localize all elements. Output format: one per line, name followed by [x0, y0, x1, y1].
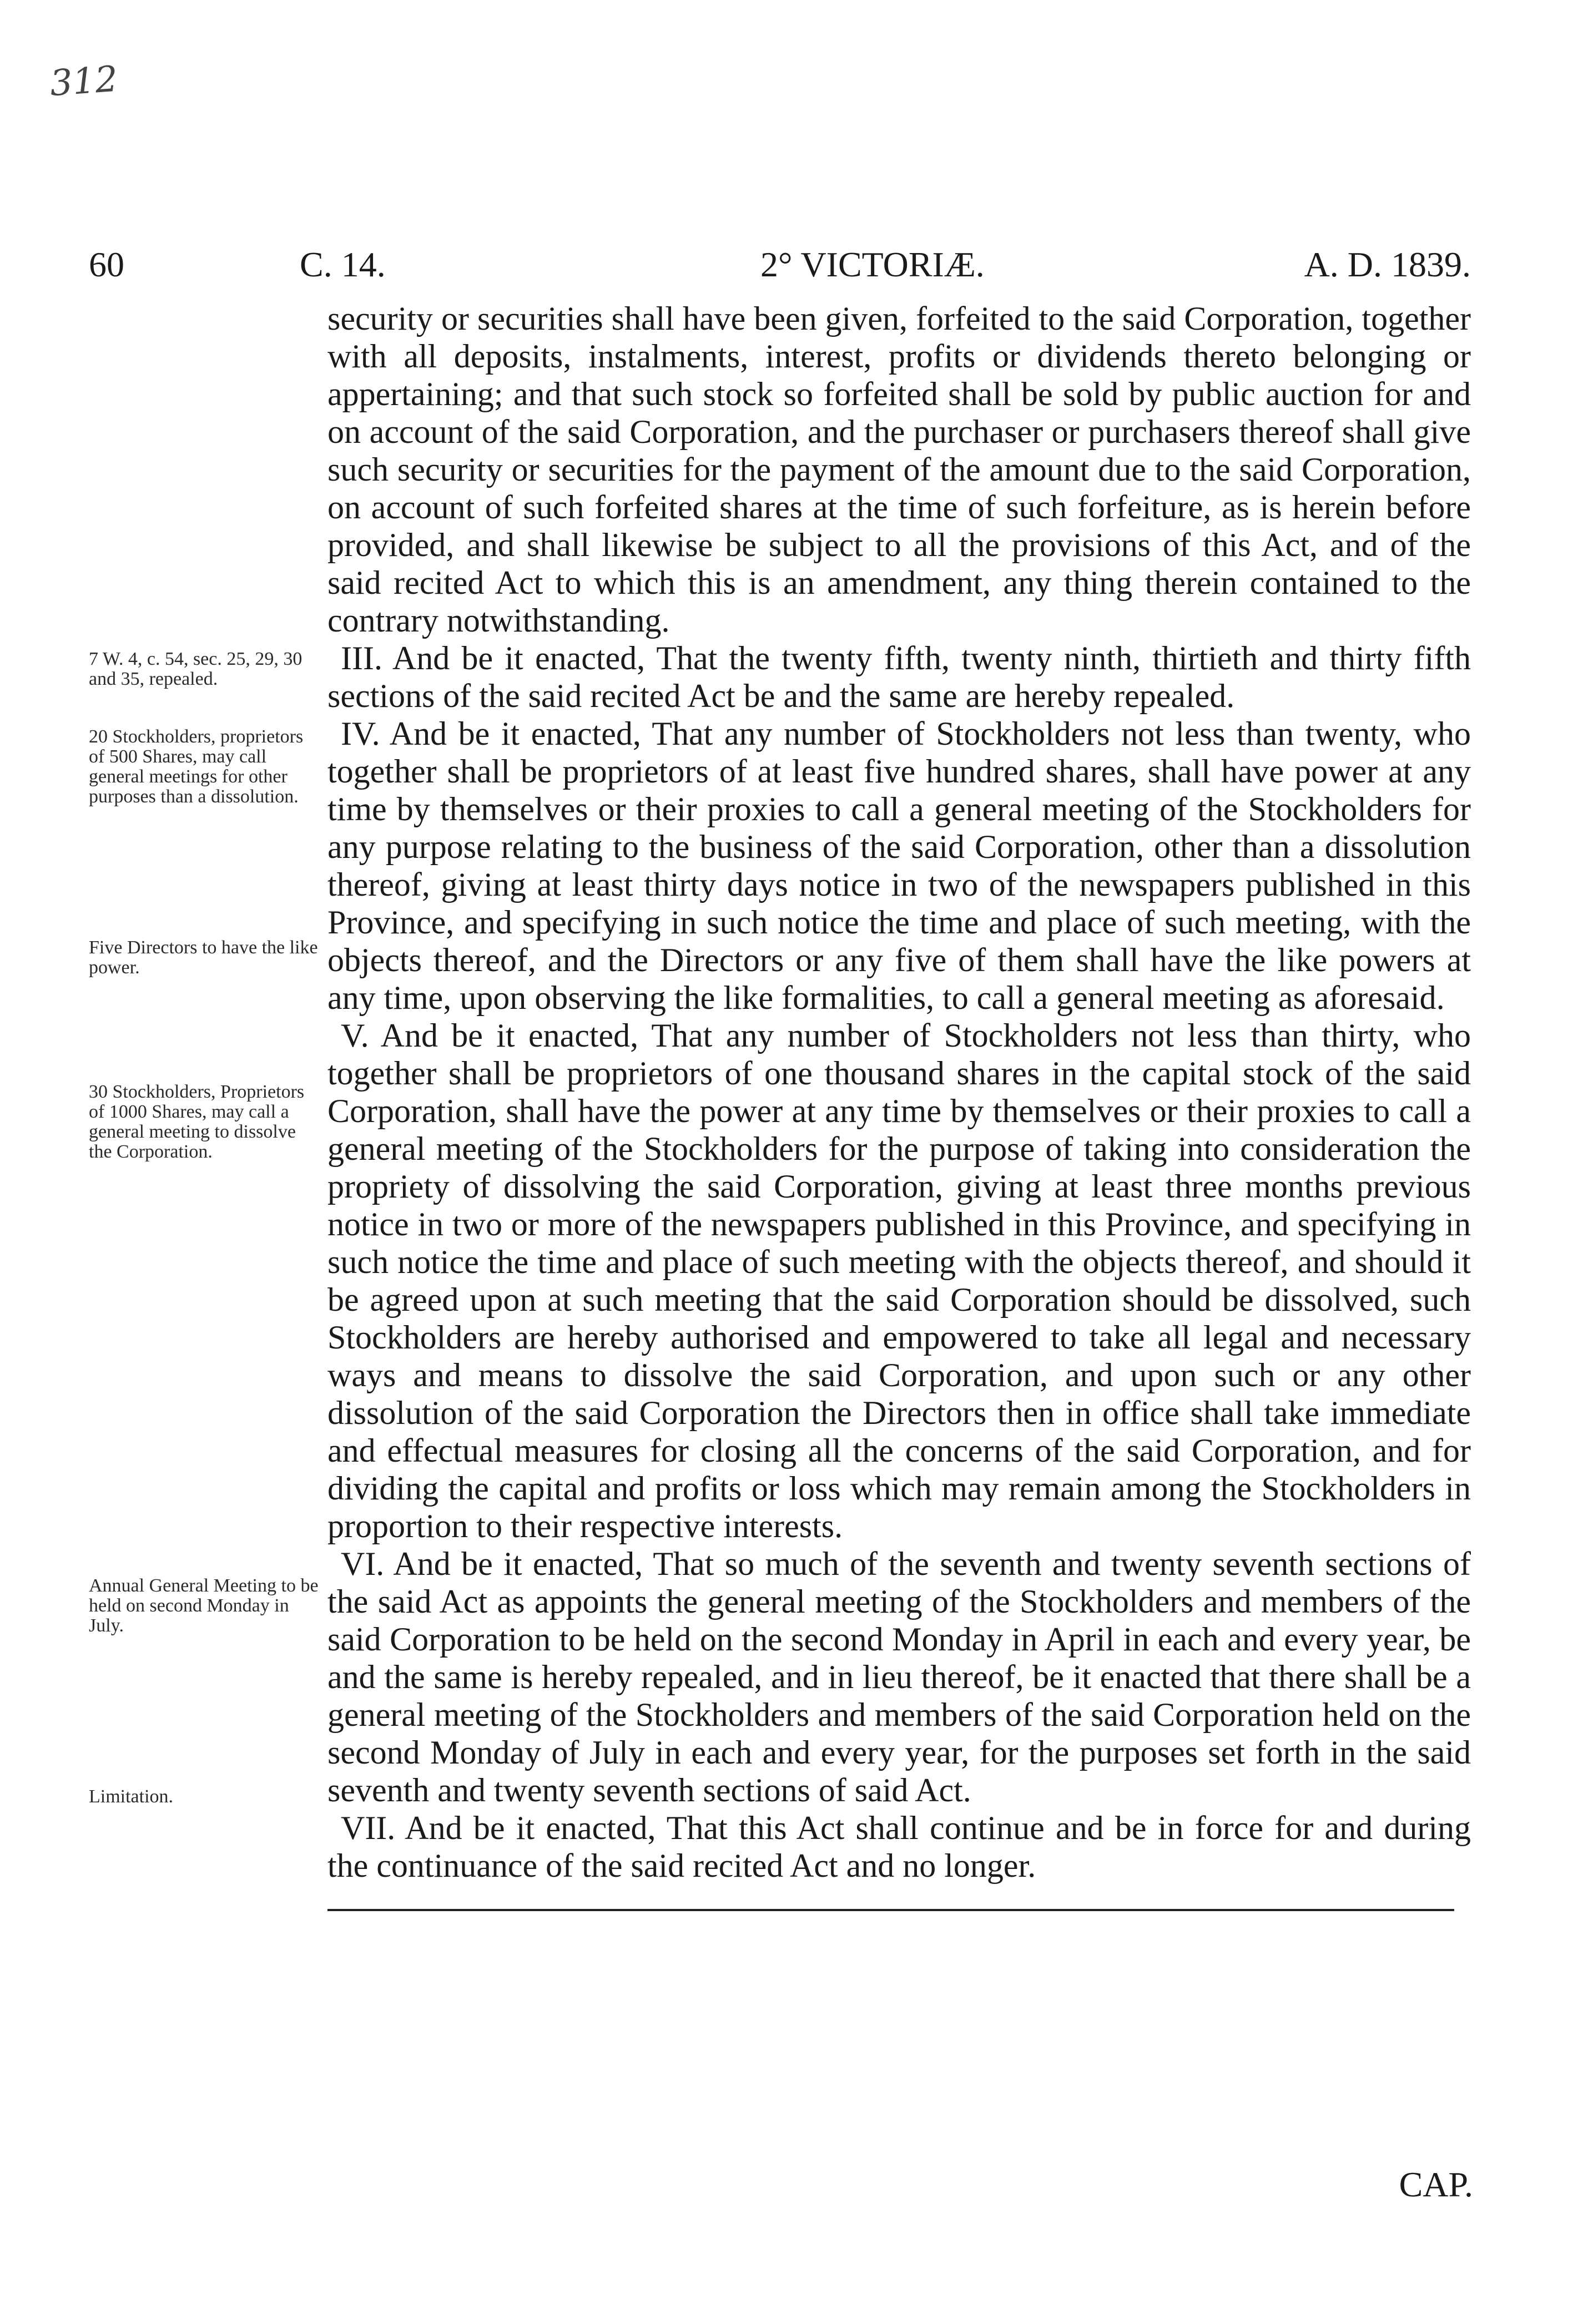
marginal-note-30-stockholders: 30 Stockholders, Proprietors of 1000 Shares, may call a general meeting to dissolve the Corporation. — [89, 1082, 305, 1162]
running-head — [89, 244, 1471, 294]
marginal-note-repeal: 7 W. 4, c. 54, sec. 25, 29, 30 and 35, repealed. — [89, 649, 302, 689]
marginal-note-20-stockholders: 20 Stockholders, proprietors of 500 Shares, may call general meetings for other purposes than a dissolution. — [89, 726, 304, 807]
calendar-year: A. D. 1839. — [1304, 245, 1471, 284]
regnal-year: 2° VICTORIÆ. — [760, 245, 985, 284]
section-VI: VI. And be it enacted, That so much of the seventh and twenty seventh sections of the said Act as appoints the general meeting of the Stockholders and members of the said Corporation to be held on the second Monday in April in each and every year, be and the same is hereby repealed, and in lieu thereof, be it enacted that there shall be a general meeting of the Stockholders and members of the said Corporation held on the second Monday of July in each and every year, for the purposes set forth in the said seventh and twenty seventh sections of said Act. — [327, 1545, 1471, 1808]
marginal-note-limitation: Limitation. — [89, 1786, 174, 1807]
marginal-note-annual-meeting: Annual General Meeting to be held on second Monday in July. — [89, 1575, 319, 1636]
section-divider-rule — [327, 1909, 1454, 1911]
section-III: III. And be it enacted, That the twenty fifth, twenty ninth, thirtieth and thirty fifth sections of the said recited Act be and the same are hereby repealed. — [327, 640, 1471, 714]
section-V: V. And be it enacted, That any number of Stockholders not less than thirty, who together shall be proprietors of one thousand shares in the capital stock of the said Corporation, shall have the power at any time by themselves or their proxies to call a general meeting of the Stockholders for the purpose of taking into consideration the propriety of dissolving the said Corporation, giving at least three months previous notice in two or more of the newspapers published in this Province, and specifying in such notice the time and place of such meeting with the objects thereof, and should it be agreed upon at such meeting that the said Corporation should be dissolved, such Stockholders are hereby authorised and empowered to take all legal and necessary ways and means to dissolve the said Corporation, and upon such or any other dissolution of the said Corporation the Directors then in office shall take immediate and effectual measures for closing all the concerns of the said Corporation, and for dividing the capital and profits or loss which may remain among the Stockholders in proportion to their respective interests. — [327, 1017, 1471, 1544]
section-VII: VII. And be it enacted, That this Act shall continue and be in force for and during the continuance of the said recited Act and no longer. — [327, 1810, 1471, 1884]
statute-body — [327, 300, 1471, 1885]
catchword: CAP. — [1399, 2165, 1473, 2204]
paragraph-continuation: security or securities shall have been given, forfeited to the said Corporation, together with all deposits, instalments, interest, profits or dividends thereto belonging or appertaining; and that such stock so forfeited shall be sold by public auction for and on account of the said Corporation, and the purchaser or purchasers thereof shall give such security or securities for the payment of the amount due to the said Corporation, on account of such forfeited shares at the time of such forfeiture, as is herein before provided, and shall likewise be subject to all the provisions of this Act, and of the said recited Act to which this is an amendment, any thing therein contained to the contrary notwithstanding. — [327, 300, 1471, 639]
section-IV: IV. And be it enacted, That any number of Stockholders not less than twenty, who together shall be proprietors of at least five hundred shares, shall have power at any time by themselves or their proxies to call a general meeting of the Stockholders for any purpose relating to the business of the said Corporation, other than a dissolution thereof, giving at least thirty days notice in two of the newspapers published in this Province, and specifying in such notice the time and place of such meeting, with the objects thereof, and the Directors or any five of them shall have the like powers at any time, upon observing the like formalities, to call a general meeting as aforesaid. — [327, 715, 1471, 1016]
page-number: 60 — [89, 245, 124, 284]
marginal-note-five-directors: Five Directors to have the like power. — [89, 937, 318, 978]
handwritten-annotation: 312 — [48, 58, 119, 105]
chapter-number: C. 14. — [300, 245, 386, 284]
